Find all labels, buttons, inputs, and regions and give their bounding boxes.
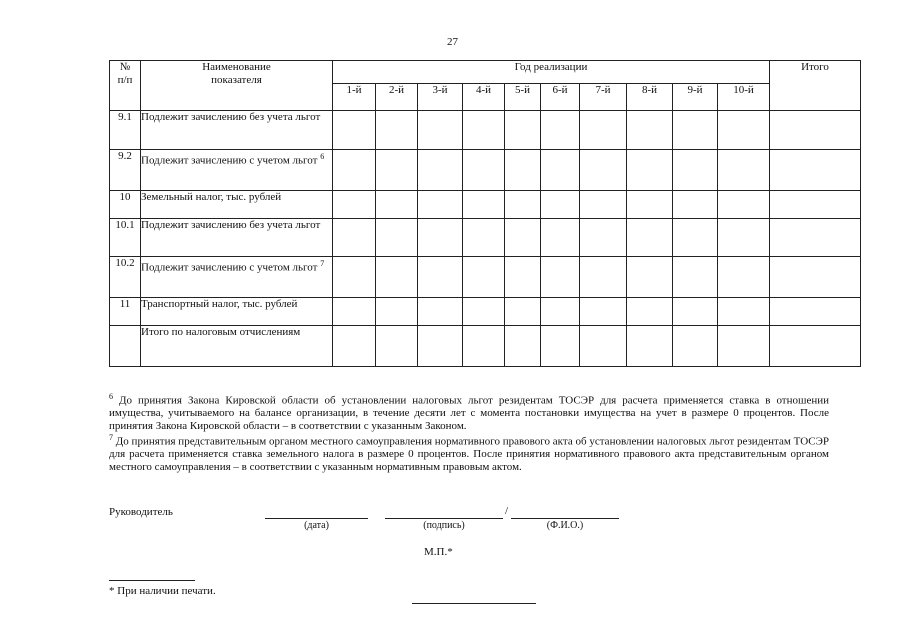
stamp-place: М.П.* xyxy=(424,546,453,558)
row-number: 10 xyxy=(110,191,141,219)
table-row xyxy=(110,219,861,257)
table-row xyxy=(110,326,861,367)
header-number xyxy=(110,61,141,111)
footnote-7-text: До принятия представительным органом местного самоуправления нормативного правового акта об установлении налоговых льгот резидентам ТОСЭР для расчета применяется ставка земельного налога в размере 0 процентов. После принятия нормативного правового акта представительным органом местного самоуправления – в соответствии с указанным нормативным правовым актом. xyxy=(109,435,829,473)
row-name-text: Итого по налоговым отчислениям xyxy=(141,326,301,338)
row-name xyxy=(141,111,333,150)
header-name-text: Наименование показателя xyxy=(202,61,271,86)
page-number: 27 xyxy=(447,36,458,48)
footnote-6-mark: 6 xyxy=(109,392,113,401)
row-name xyxy=(141,257,333,298)
header-year-3: 3-й xyxy=(418,84,463,111)
footnote-ref-6: 6 xyxy=(320,152,325,161)
header-year-10: 10-й xyxy=(718,84,770,111)
header-year-5: 5-й xyxy=(505,84,541,111)
row-name xyxy=(141,298,333,326)
footnote-7 xyxy=(109,432,829,473)
row-name-text: Подлежит зачислению без учета льгот xyxy=(141,219,321,231)
header-year-2: 2-й xyxy=(376,84,418,111)
row-number xyxy=(110,326,141,367)
table-row xyxy=(110,257,861,298)
fio-line xyxy=(511,518,619,519)
footnote-7-mark: 7 xyxy=(109,433,113,443)
indicators-table xyxy=(109,60,861,367)
header-name xyxy=(141,61,333,111)
signature-caption: (подпись) xyxy=(423,520,465,531)
row-name-text: Транспортный налог, тыс. рублей xyxy=(141,298,298,310)
footer-separator xyxy=(109,580,195,581)
footnote-6 xyxy=(109,391,829,432)
bottom-line xyxy=(412,603,536,604)
header-year-7: 7-й xyxy=(580,84,627,111)
header-year-4: 4-й xyxy=(463,84,505,111)
header-years-group: Год реализации xyxy=(333,61,770,84)
footnote-6-text: До принятия Закона Кировской области об установлении налоговых льгот резидентам ТОСЭР для расчета применяется ставка в отношении имущества, учитываемого на балансе организации, в течение десяти лет с момента постановки имущества на учет в размере 0 процентов. После принятия Закона Кировской области – в соответствии с указанным Законом. xyxy=(109,394,830,432)
footnotes xyxy=(109,391,829,473)
header-total: Итого xyxy=(770,61,861,111)
row-number: 10.1 xyxy=(110,219,141,257)
header-year-8: 8-й xyxy=(627,84,673,111)
table-row xyxy=(110,111,861,150)
row-number: 11 xyxy=(110,298,141,326)
footer-note: * При наличии печати. xyxy=(109,585,216,597)
row-name-text: Земельный налог, тыс. рублей xyxy=(141,191,282,203)
header-year-9: 9-й xyxy=(673,84,718,111)
table-row xyxy=(110,191,861,219)
row-number: 9.1 xyxy=(110,111,141,150)
table-row xyxy=(110,150,861,191)
row-number: 10.2 xyxy=(110,257,141,298)
row-name xyxy=(141,191,333,219)
date-line xyxy=(265,518,368,519)
manager-label: Руководитель xyxy=(109,506,173,518)
signature-line xyxy=(385,518,503,519)
header-year-6: 6-й xyxy=(541,84,580,111)
row-name-text: Подлежит зачислению с учетом льгот xyxy=(141,261,318,274)
row-name xyxy=(141,150,333,191)
date-caption: (дата) xyxy=(304,520,329,531)
row-name-text: Подлежит зачислению без учета льгот xyxy=(141,111,321,123)
table-row xyxy=(110,298,861,326)
fio-caption: (Ф.И.О.) xyxy=(546,520,584,531)
header-year-1: 1-й xyxy=(333,84,376,111)
row-name-text: Подлежит зачислению с учетом льгот xyxy=(141,154,318,167)
row-name xyxy=(141,219,333,257)
footnote-ref-7: 7 xyxy=(320,259,325,268)
separator-slash: / xyxy=(505,505,509,517)
header-number-text: № п/п xyxy=(117,61,133,86)
row-name xyxy=(141,326,333,367)
row-number: 9.2 xyxy=(110,150,141,191)
